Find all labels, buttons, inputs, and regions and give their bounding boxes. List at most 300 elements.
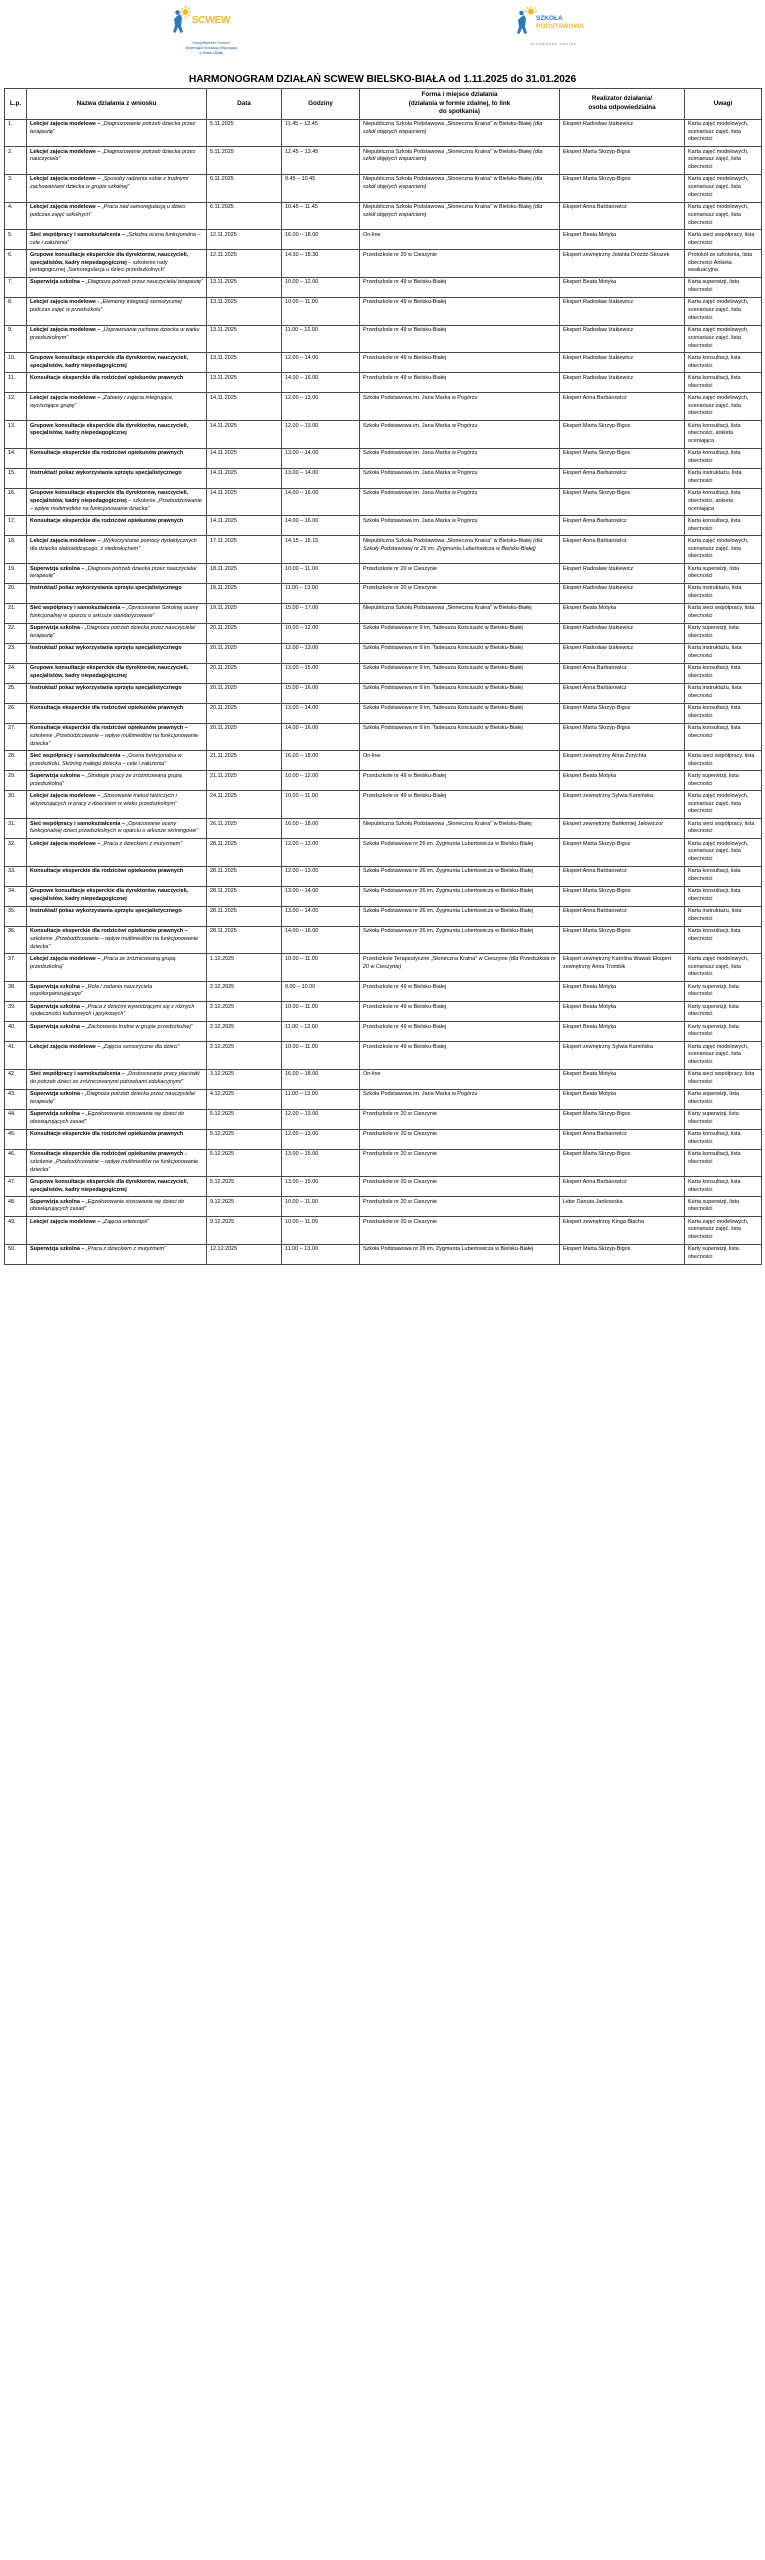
activity-name-bold: Lekcje/ zajęcia modelowe – xyxy=(30,148,102,155)
table-row xyxy=(5,771,762,791)
cell-realizator: Ekspert Radosław Iżakiewicz xyxy=(560,623,685,643)
cell-lp: 44. xyxy=(5,1109,27,1129)
activity-name-italic: „Praca z dzieckiem z mutyzmem” xyxy=(85,1246,166,1253)
cell-lp: 12. xyxy=(5,393,27,421)
cell-form-place xyxy=(360,1244,560,1264)
form-place-plain: Szkoła Podstawowa nr 9 im. Tadeusza Kościuszki w Bielsku-Białej xyxy=(363,625,523,632)
form-place-plain: Niepubliczna Szkoła Podstawowa „Słoneczna Kraina” w Bielsku-Białej xyxy=(363,121,534,127)
form-place-plain: Szkoła Podstawowa nr 9 im. Tadeusza Kościuszki w Bielsku-Białej xyxy=(363,705,523,712)
cell-notes: Karta zajęć modelowych, scenariusz zajęć, lista obecności xyxy=(685,174,762,202)
table-row xyxy=(5,982,762,1002)
cell-lp: 17. xyxy=(5,516,27,536)
cell-realizator: Ekspert zewnętrzny Karolina Wawak Ekspert zewnętrzny Anna Trombik xyxy=(560,954,685,982)
cell-form-place xyxy=(360,683,560,703)
activity-name-bold: Lekcje/ zajęcia modelowe – xyxy=(30,327,102,334)
activity-name-bold: Superwizja szkolna – xyxy=(30,279,86,286)
cell-realizator: Ekspert Radosław Iżakiewicz xyxy=(560,564,685,584)
cell-notes: Karty superwizji, lista obecności xyxy=(685,1244,762,1264)
cell-realizator: Lider Danuta Jankowska xyxy=(560,1197,685,1217)
cell-activity-name xyxy=(27,954,207,982)
form-place-plain: Niepubliczna Szkoła Podstawowa „Słoneczna Kraina” w Bielsku-Białej xyxy=(363,537,534,544)
form-place-plain: Przedszkole nr 49 w Bielsku-Białej xyxy=(363,792,447,799)
cell-activity-name xyxy=(27,723,207,751)
activity-name-bold: Grupowe konsultacje eksperckie dla dyrektorów, nauczycieli, specjalistów, kadry niepedagogicznej xyxy=(30,251,189,266)
form-place-italic: (dla szkół objętych wsparciem) xyxy=(363,121,543,135)
cell-lp: 48. xyxy=(5,1197,27,1217)
cell-form-place xyxy=(360,791,560,819)
cell-notes: Karta zajęć modelowych, scenariusz zajęć, lista obecności xyxy=(685,393,762,421)
cell-form-place xyxy=(360,448,560,468)
column-header-realizator-line1: Realizator działania/ xyxy=(591,95,653,103)
activity-name-italic: „Diagnoza potrzeb dziecka przez nauczyciela/ terapeutę” xyxy=(30,1091,196,1105)
form-place-plain: Niepubliczna Szkoła Podstawowa „Słoneczna Kraina” w Bielsku-Białej xyxy=(363,176,534,183)
cell-activity-name xyxy=(27,886,207,906)
activity-name-italic: „Przebodźcowanie – wpływ multimediów na funkcjonowanie dziecka” xyxy=(30,733,199,747)
cell-notes: Karta konsultacji, lista obecności xyxy=(685,723,762,751)
cell-time: 13.00 – 14.00 xyxy=(282,906,360,926)
form-place-plain: On-line xyxy=(363,231,381,238)
cell-realizator: Ekspert zewnętrzny Alina Zorychta xyxy=(560,751,685,771)
table-header xyxy=(5,89,762,120)
cell-time: 13.00 – 15.00 xyxy=(282,663,360,683)
cell-time: 10.00 – 11.00 xyxy=(282,1197,360,1217)
activity-name-italic: „Diagnozowanie potrzeb dziecka przez nauczyciela” xyxy=(30,148,196,163)
cell-lp: 21. xyxy=(5,603,27,623)
cell-activity-name xyxy=(27,353,207,373)
activity-name-bold: Lekcje/ zajęcia modelowe – xyxy=(30,204,102,211)
cell-activity-name xyxy=(27,564,207,584)
cell-time: 11.00 – 13.00 xyxy=(282,1244,360,1264)
cell-notes: Karta konsultacji, lista obecności xyxy=(685,1177,762,1197)
activity-name-bold: Sieć współpracy i samokształcenia – xyxy=(30,1071,127,1078)
cell-realizator: Ekspert Marta Skrzyp-Bigos xyxy=(560,147,685,175)
cell-form-place xyxy=(360,663,560,683)
column-header-lp: L.p. xyxy=(5,89,27,120)
cell-time: 14.00 – 16.00 xyxy=(282,516,360,536)
form-place-plain: Szkoła Podstawowa im. Jana Marka w Pogórzu xyxy=(363,470,478,477)
cell-realizator: Ekspert Anna Barbarowicz xyxy=(560,536,685,564)
cell-form-place xyxy=(360,1109,560,1129)
table-row xyxy=(5,119,762,147)
table-row xyxy=(5,250,762,278)
cell-notes: Karta konsultacji, lista obecności xyxy=(685,663,762,683)
cell-lp: 38. xyxy=(5,982,27,1002)
cell-time: 10.00 – 12.00 xyxy=(282,623,360,643)
cell-date: 26.11.2025 xyxy=(207,819,282,839)
cell-lp: 31. xyxy=(5,819,27,839)
cell-lp: 50. xyxy=(5,1244,27,1264)
activity-name-italic: „Egzekwowanie stosowania się dzieci do obowiązujących zasad” xyxy=(30,1111,185,1125)
activity-name-bold: Superwizja szkolna – xyxy=(30,565,86,572)
cell-realizator: Ekspert Anna Barbarowicz xyxy=(560,202,685,230)
cell-time: 13.00 – 14.00 xyxy=(282,468,360,488)
activity-name-italic: „Sposoby radzenia sobie z trudnymi zachowaniami dziecka w grupie szkolnej” xyxy=(30,176,189,191)
cell-realizator: Ekspert Marta Skrzyp-Bigos xyxy=(560,1244,685,1264)
cell-date: 2.12.2025 xyxy=(207,1002,282,1022)
cell-time: 14.00 – 16.00 xyxy=(282,926,360,954)
cell-activity-name xyxy=(27,1109,207,1129)
cell-notes: Karta superwizji, lista obecności xyxy=(685,1089,762,1109)
cell-activity-name xyxy=(27,819,207,839)
form-place-plain: Szkoła Podstawowa nr 26 im. Zygmunta Lubertowicza w Bielsku-Białej xyxy=(363,928,534,935)
form-place-plain: Szkoła Podstawowa nr 9 im. Tadeusza Kościuszki w Bielsku-Białej xyxy=(363,725,523,732)
cell-date: 24.11.2025 xyxy=(207,791,282,819)
cell-date: 1.12.2025 xyxy=(207,954,282,982)
table-row xyxy=(5,926,762,954)
cell-realizator: Ekspert Beata Motyka xyxy=(560,771,685,791)
activity-name-bold: Superwizja szkolna – xyxy=(30,1111,86,1118)
cell-realizator: Ekspert zewnętrzny Kinga Błacha xyxy=(560,1217,685,1245)
activity-name-bold: Superwizja szkolna – xyxy=(30,1246,86,1253)
cell-notes: Karta sieci współpracy, lista obecności xyxy=(685,751,762,771)
cell-date: 13.11.2025 xyxy=(207,325,282,353)
cell-date: 2.12.2025 xyxy=(207,1042,282,1070)
cell-date: 3.12.2025 xyxy=(207,1069,282,1089)
form-place-plain: Niepubliczna Szkoła Podstawowa „Słoneczna Kraina” w Bielsku-Białej xyxy=(363,605,532,612)
cell-realizator: Ekspert Beata Motyka xyxy=(560,277,685,297)
cell-time: 16.00 – 18.00 xyxy=(282,751,360,771)
cell-time: 10.00 – 11.00 xyxy=(282,564,360,584)
activity-name-italic: „Zabawy i zajęcia integrujące, wyciszające grupę” xyxy=(30,394,174,409)
cell-realizator: Ekspert Marta Skrzyp-Bigos xyxy=(560,839,685,867)
cell-lp: 22. xyxy=(5,623,27,643)
table-row xyxy=(5,1244,762,1264)
activity-name-bold: Lekcje/ zajęcia modelowe – xyxy=(30,176,102,183)
cell-time: 15.00 – 17.00 xyxy=(282,603,360,623)
cell-form-place xyxy=(360,603,560,623)
cell-lp: 26. xyxy=(5,703,27,723)
cell-time: 14.00 – 16.00 xyxy=(282,373,360,393)
svg-text:SZKOŁA: SZKOŁA xyxy=(535,15,563,22)
cell-lp: 33. xyxy=(5,866,27,886)
cell-time: 13.00 – 15.00 xyxy=(282,1177,360,1197)
cell-form-place xyxy=(360,230,560,250)
cell-realizator: Ekspert Radosław Iżakiewicz xyxy=(560,119,685,147)
cell-activity-name xyxy=(27,277,207,297)
cell-time: 11.00 – 13.00 xyxy=(282,583,360,603)
cell-realizator: Ekspert zewnętrzny Bartłomiej Jałowiczor xyxy=(560,819,685,839)
column-header-realizator xyxy=(560,89,685,120)
cell-lp: 34. xyxy=(5,886,27,906)
column-header-form-line1: Forma i miejsce działania xyxy=(421,91,498,98)
cell-time: 10.00 – 11.00 xyxy=(282,791,360,819)
cell-form-place xyxy=(360,926,560,954)
activity-name-italic: „Wykorzystanie pomocy dydaktycznych dla dziecka słabowidzącego, z niedosłuchem” xyxy=(30,537,197,552)
activity-name-bold: Konsultacje eksperckie dla rodziców/ opiekunów prawnych - xyxy=(30,1151,187,1158)
cell-time: 14.00 – 16.00 xyxy=(282,723,360,751)
cell-lp: 24. xyxy=(5,663,27,683)
cell-date: 13.11.2025 xyxy=(207,277,282,297)
form-place-plain: Przedszkole nr 49 w Bielsku-Białej xyxy=(363,327,447,334)
cell-activity-name xyxy=(27,1089,207,1109)
table-row xyxy=(5,703,762,723)
cell-time: 10.00 – 12.00 xyxy=(282,771,360,791)
cell-activity-name xyxy=(27,1069,207,1089)
table-row xyxy=(5,663,762,683)
cell-date: 28.11.2025 xyxy=(207,839,282,867)
cell-activity-name xyxy=(27,448,207,468)
activity-name-bold: Lekcje/ zajęcia modelowe – xyxy=(30,394,102,401)
cell-form-place xyxy=(360,583,560,603)
activity-name-bold: Grupowe konsultacje eksperckie dla dyrektorów, nauczycieli, specjalistów, kadry niepedagogicznej xyxy=(30,354,189,369)
cell-form-place xyxy=(360,421,560,449)
table-row xyxy=(5,202,762,230)
table-row xyxy=(5,325,762,353)
cell-notes: Karta zajęć modelowych, scenariusz zajęć, lista obecności xyxy=(685,325,762,353)
table-header-row xyxy=(5,89,762,120)
cell-time: 10.00 – 12.00 xyxy=(282,277,360,297)
cell-notes: Karta sieci współpracy, lista obecności xyxy=(685,603,762,623)
activity-name-italic: „Rola i zadania nauczyciela współorganizującego” xyxy=(30,983,153,998)
cell-activity-name xyxy=(27,147,207,175)
activity-name-bold: Grupowe konsultacje eksperckie dla dyrektorów, nauczycieli, specjalistów, kadry niepedagogicznej xyxy=(30,422,189,437)
activity-name-bold: Sieć współpracy i samokształcenia – xyxy=(30,820,127,827)
table-row xyxy=(5,723,762,751)
activity-name-plain: szkolenie xyxy=(30,733,55,739)
cell-notes: Karta konsultacji, lista obecności xyxy=(685,886,762,906)
cell-date: 14.11.2025 xyxy=(207,421,282,449)
form-place-plain: Przedszkole nr 20 w Cieszynie xyxy=(363,1218,438,1225)
cell-time: 12.00 – 13.00 xyxy=(282,866,360,886)
cell-realizator: Ekspert Anna Barbarowicz xyxy=(560,866,685,886)
cell-form-place xyxy=(360,819,560,839)
activity-name-italic: „Praca z dziećmi wywodzącymi się z różnych społeczności kulturowych i językowych” xyxy=(30,1003,195,1018)
cell-date: 5.12.2025 xyxy=(207,1109,282,1129)
cell-date: 5.12.2025 xyxy=(207,1149,282,1177)
cell-notes: Karta konsultacji, lista obecności, ankieta oceniająca xyxy=(685,488,762,516)
cell-date: 13.11.2025 xyxy=(207,373,282,393)
activity-name-bold: Superwizja szkolna - xyxy=(30,1091,85,1098)
cell-notes: Karta konsultacji, lista obecności, ankieta oceniająca xyxy=(685,421,762,449)
cell-date: 12.12.2025 xyxy=(207,1244,282,1264)
activity-name-bold: Sieć współpracy i samokształcenia – xyxy=(30,231,127,238)
form-place-plain: Szkoła Podstawowa im. Jana Marka w Pogórzu xyxy=(363,422,478,429)
table-row xyxy=(5,954,762,982)
cell-lp: 4. xyxy=(5,202,27,230)
cell-notes: Karta superwizji, lista obecności xyxy=(685,1197,762,1217)
cell-notes: Karty superwizji, lista obecności xyxy=(685,623,762,643)
form-place-plain: Przedszkole nr 20 w Cieszynie xyxy=(363,565,438,572)
cell-notes: Karta konsultacji, lista obecności xyxy=(685,866,762,886)
cell-form-place xyxy=(360,623,560,643)
cell-activity-name xyxy=(27,1022,207,1042)
cell-time: 14.15 – 15.15 xyxy=(282,536,360,564)
cell-realizator: Ekspert Anna Barbarowicz xyxy=(560,906,685,926)
cell-realizator: Ekspert zewnętrzny Jolanta Dróżdż-Stoszek xyxy=(560,250,685,278)
schedule-table xyxy=(4,88,762,1265)
form-place-plain: Szkoła Podstawowa nr 26 im. Zygmunta Lubertowicza w Bielsku-Białej xyxy=(363,1246,534,1253)
cell-lp: 41. xyxy=(5,1042,27,1070)
form-place-italic: (dla szkół objętych wsparciem) xyxy=(363,204,543,218)
form-place-plain: Przedszkole nr 49 w Bielsku-Białej xyxy=(363,1043,447,1050)
table-row xyxy=(5,536,762,564)
table-row xyxy=(5,147,762,175)
cell-date: 14.11.2025 xyxy=(207,468,282,488)
cell-form-place xyxy=(360,393,560,421)
cell-date: 13.11.2025 xyxy=(207,297,282,325)
cell-lp: 23. xyxy=(5,643,27,663)
cell-activity-name xyxy=(27,516,207,536)
cell-activity-name xyxy=(27,1129,207,1149)
cell-realizator: Ekspert Marta Skrzyp-Bigos xyxy=(560,886,685,906)
activity-name-bold: Instruktaż/ pokaz wykorzystania sprzętu specjalistycznego xyxy=(30,645,182,652)
cell-time: 10.00 – 11.00 xyxy=(282,1042,360,1070)
cell-realizator: Ekspert Beata Motyka xyxy=(560,1002,685,1022)
activity-name-bold: Instruktaż/ pokaz wykorzystania sprzętu specjalistycznego xyxy=(30,585,182,592)
cell-form-place xyxy=(360,174,560,202)
cell-time: 11.45 – 12.45 xyxy=(282,119,360,147)
cell-time: 12.00 – 13.00 xyxy=(282,643,360,663)
cell-date: 21.11.2025 xyxy=(207,771,282,791)
cell-notes: Karta zajęć modelowych, scenariusz zajęć, lista obecności xyxy=(685,119,762,147)
cell-activity-name xyxy=(27,866,207,886)
activity-name-italic: „Opracowanie Szkolnej oceny funkcjonalnej w oparciu o arkusze standaryzowane” xyxy=(30,605,199,620)
svg-text:SCWEW: SCWEW xyxy=(192,15,231,26)
activity-name-bold: Superwizja szkolna – xyxy=(30,1198,86,1205)
table-row xyxy=(5,819,762,839)
cell-form-place xyxy=(360,1002,560,1022)
activity-name-italic: „Dostosowanie pracy placówki do potrzeb dzieci ze zróżnicowanymi potrzebami edukacyjnymi” xyxy=(30,1071,200,1085)
cell-time: 12.00 – 13.00 xyxy=(282,1109,360,1129)
cell-realizator: Ekspert Radosław Iżakiewicz xyxy=(560,643,685,663)
form-place-plain: Niepubliczna Szkoła Podstawowa „Słoneczna Kraina” w Bielsku-Białej xyxy=(363,148,534,155)
activity-name-italic: „Usprawnianie ruchowe dziecka w wieku przedszkolnym” xyxy=(30,327,200,341)
table-row xyxy=(5,297,762,325)
cell-notes: Karta sieci współpracy, lista obecności xyxy=(685,1069,762,1089)
cell-date: 20.11.2025 xyxy=(207,663,282,683)
cell-activity-name xyxy=(27,583,207,603)
table-row xyxy=(5,583,762,603)
activity-name-bold: Lekcje/ zajęcia modelowe – xyxy=(30,121,102,127)
cell-activity-name xyxy=(27,1042,207,1070)
table-row xyxy=(5,1129,762,1149)
cell-time: 12.00 – 13.00 xyxy=(282,421,360,449)
cell-form-place xyxy=(360,468,560,488)
cell-activity-name xyxy=(27,230,207,250)
cell-notes: Karta zajęć modelowych, scenariusz zajęć, lista obecności xyxy=(685,297,762,325)
cell-activity-name xyxy=(27,1177,207,1197)
table-row xyxy=(5,839,762,867)
activity-name-bold: Konsultacje eksperckie dla rodziców/ opiekunów prawnych – xyxy=(30,725,188,732)
cell-lp: 6. xyxy=(5,250,27,278)
scwew-logo-image xyxy=(171,6,251,40)
cell-activity-name xyxy=(27,603,207,623)
cell-realizator: Ekspert Marta Skrzyp-Bigos xyxy=(560,448,685,468)
cell-activity-name xyxy=(27,1149,207,1177)
cell-time: 12.00 – 13.00 xyxy=(282,393,360,421)
activity-name-plain: – szkolenie rady pedagogicznej „Samoregulacja u dzieci przedszkolnych” xyxy=(30,259,168,274)
table-row xyxy=(5,277,762,297)
cell-lp: 10. xyxy=(5,353,27,373)
cell-notes: Karta zajęć modelowych, scenariusz zajęć, lista obecności xyxy=(685,1217,762,1245)
table-row xyxy=(5,791,762,819)
activity-name-bold: Superwizja szkolna – xyxy=(30,983,86,990)
activity-name-bold: Superwizja szkolna – xyxy=(30,1023,86,1030)
cell-lp: 18. xyxy=(5,536,27,564)
form-place-plain: Szkoła Podstawowa im. Jana Marka w Pogórzu xyxy=(363,1091,478,1098)
cell-form-place xyxy=(360,373,560,393)
activity-name-italic: „Zachowania trudne w grupie przedszkolnej” xyxy=(85,1023,193,1030)
column-header-form xyxy=(360,89,560,120)
cell-date: 4.12.2025 xyxy=(207,1089,282,1109)
cell-lp: 46. xyxy=(5,1149,27,1177)
cell-activity-name xyxy=(27,982,207,1002)
cell-notes: Karta konsultacji, lista obecności xyxy=(685,1129,762,1149)
cell-time: 10.00 – 11.00 xyxy=(282,1002,360,1022)
table-row xyxy=(5,1042,762,1070)
cell-form-place xyxy=(360,886,560,906)
cell-activity-name xyxy=(27,791,207,819)
form-place-plain: Szkoła Podstawowa nr 9 im. Tadeusza Kościuszki w Bielsku-Białej xyxy=(363,645,523,652)
school-logo xyxy=(514,6,594,46)
cell-time: 13.00 – 14.00 xyxy=(282,886,360,906)
activity-name-italic: „Szkolna ocena funkcjonalna – cele i założenia” xyxy=(30,231,201,246)
cell-time: 9.00 – 10.00 xyxy=(282,982,360,1002)
cell-form-place xyxy=(360,1177,560,1197)
cell-form-place xyxy=(360,1022,560,1042)
cell-form-place xyxy=(360,119,560,147)
activity-name-bold: Superwizja szkolna – xyxy=(30,772,86,779)
cell-date: 19.11.2025 xyxy=(207,603,282,623)
form-place-plain: Szkoła Podstawowa im. Jana Marka w Pogórzu xyxy=(363,450,478,457)
cell-form-place xyxy=(360,643,560,663)
form-place-plain: Przedszkole nr 49 w Bielsku-Białej xyxy=(363,983,447,990)
cell-date: 6.11.2025 xyxy=(207,202,282,230)
form-place-plain: Szkoła Podstawowa nr 26 im. Zygmunta Lubertowicza w Bielsku-Białej xyxy=(363,908,534,915)
table-row xyxy=(5,488,762,516)
cell-date: 13.11.2025 xyxy=(207,353,282,373)
activity-name-bold: Instruktaż/ pokaz wykorzystania sprzętu specjalistycznego xyxy=(30,908,182,915)
table-row xyxy=(5,353,762,373)
cell-date: 18.11.2025 xyxy=(207,564,282,584)
form-place-italic: (dla Przedszkola nr 20 w Cieszynie) xyxy=(363,955,556,970)
cell-activity-name xyxy=(27,468,207,488)
activity-name-plain: szkolenie xyxy=(30,935,55,942)
cell-notes: Karta instruktażu, lista obecności xyxy=(685,583,762,603)
activity-name-italic: „Praca ze zróżnicowaną grupą przedszkolną” xyxy=(30,955,176,970)
cell-form-place xyxy=(360,250,560,278)
cell-realizator: Ekspert Beata Motyka xyxy=(560,230,685,250)
cell-activity-name xyxy=(27,703,207,723)
cell-date: 9.12.2025 xyxy=(207,1197,282,1217)
cell-form-place xyxy=(360,353,560,373)
cell-activity-name xyxy=(27,373,207,393)
activity-name-italic: „Przebodźcowanie – wpływ multimediów na funkcjonowanie dziecka” xyxy=(30,1158,199,1173)
cell-form-place xyxy=(360,1129,560,1149)
table-row xyxy=(5,1197,762,1217)
activity-name-bold: Grupowe konsultacje eksperckie dla dyrektorów, nauczycieli, specjalistów, kadry niepedagogicznej xyxy=(30,888,189,902)
cell-realizator: Ekspert Beata Motyka xyxy=(560,1022,685,1042)
cell-date: 21.11.2025 xyxy=(207,751,282,771)
table-row xyxy=(5,468,762,488)
cell-lp: 8. xyxy=(5,297,27,325)
cell-lp: 1. xyxy=(5,119,27,147)
cell-notes: Karty superwizji, lista obecności xyxy=(685,771,762,791)
cell-form-place xyxy=(360,1042,560,1070)
cell-time: 14.00 – 16.00 xyxy=(282,488,360,516)
cell-lp: 47. xyxy=(5,1177,27,1197)
table-row xyxy=(5,1022,762,1042)
table-row xyxy=(5,623,762,643)
cell-form-place xyxy=(360,202,560,230)
activity-name-italic: „Diagnoza potrzeb dziecka przez nauczyciela/ terapeutę” xyxy=(30,565,197,580)
cell-form-place xyxy=(360,751,560,771)
table-row xyxy=(5,866,762,886)
cell-lp: 13. xyxy=(5,421,27,449)
cell-realizator: Ekspert Radosław Iżakiewicz xyxy=(560,325,685,353)
activity-name-italic: „Stosowanie metod twórczych i aktywizujących w pracy z dzieckiem w wieku przedszkolnym” xyxy=(30,792,177,807)
cell-realizator: Ekspert zewnętrzny Sylwia Kamińska xyxy=(560,791,685,819)
